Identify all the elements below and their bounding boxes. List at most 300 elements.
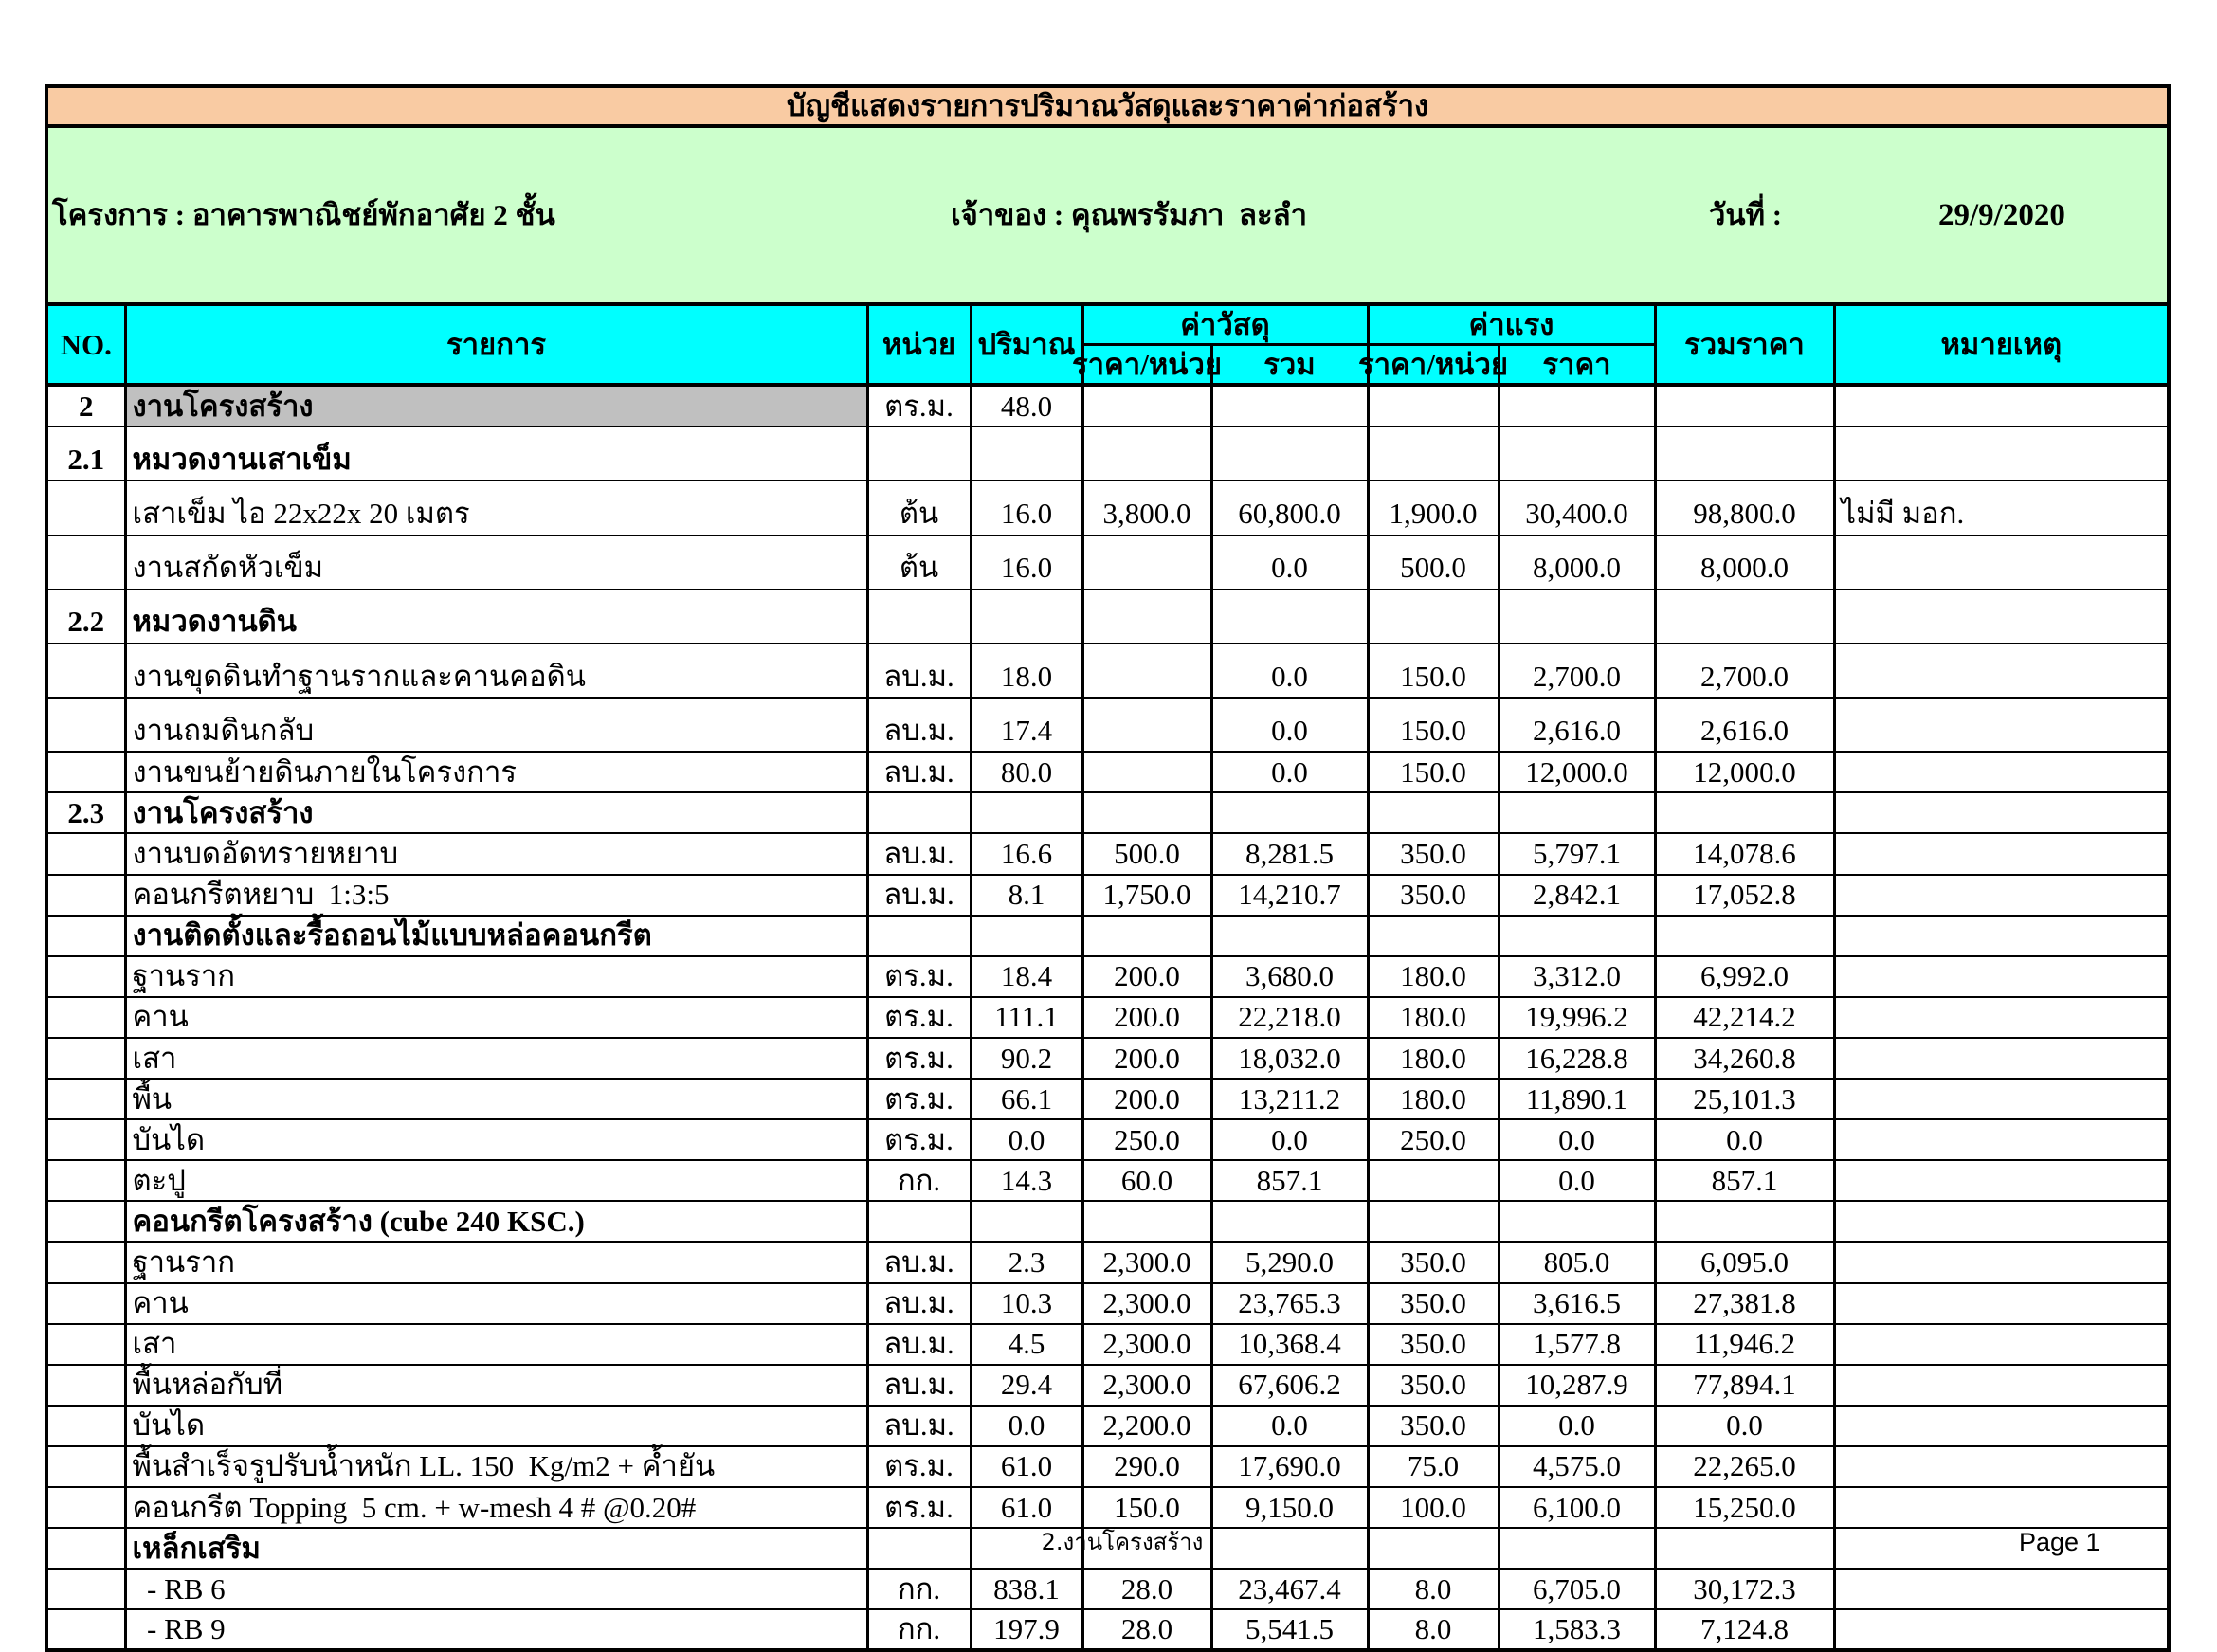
cell-labor-unit-price: 150.0 — [1368, 644, 1499, 698]
cell-total: 34,260.8 — [1655, 1038, 1834, 1079]
cell-material-unit-price — [1082, 1201, 1211, 1242]
cell-labor-price: 6,705.0 — [1499, 1569, 1655, 1609]
cell-material-unit-price: 2,300.0 — [1082, 1365, 1211, 1406]
cell-total — [1655, 792, 1834, 833]
cell-unit: ตร.ม. — [867, 1119, 971, 1160]
section-row — [46, 427, 2169, 481]
cell-labor-price — [1499, 427, 1655, 481]
cell-no — [46, 1406, 125, 1446]
cell-item: คอนกรีตโครงสร้าง (cube 240 KSC.) — [125, 1201, 867, 1242]
cell-unit: ตร.ม. — [867, 956, 971, 997]
cell-material-total: 857.1 — [1211, 1160, 1368, 1201]
cell-labor-unit-price: 180.0 — [1368, 956, 1499, 997]
cell-total: 14,078.6 — [1655, 833, 1834, 874]
cell-no — [46, 536, 125, 590]
header-material-cost — [1082, 304, 1368, 344]
cell-labor-price — [1499, 385, 1655, 427]
cell-material-total: 8,281.5 — [1211, 833, 1368, 874]
cell-labor-unit-price — [1368, 916, 1499, 956]
cell-note — [1834, 385, 2169, 427]
header-row-1 — [46, 304, 2169, 344]
cell-note — [1834, 875, 2169, 916]
cell-note — [1834, 752, 2169, 792]
header-material-cost-label: ค่าวัสดุ — [1180, 307, 1270, 341]
cell-unit: ลบ.ม. — [867, 1242, 971, 1282]
cell-qty: 48.0 — [971, 385, 1082, 427]
cell-unit: ลบ.ม. — [867, 698, 971, 752]
cell-unit: ลบ.ม. — [867, 752, 971, 792]
cell-no: 2 — [46, 385, 125, 427]
cell-item: เสาเข็ม ไอ 22x22x 20 เมตร — [125, 481, 867, 535]
cell-note — [1834, 1528, 2169, 1569]
cell-unit: กก. — [867, 1569, 971, 1609]
header-total-price — [1655, 304, 1834, 385]
cell-material-total — [1211, 1201, 1368, 1242]
cell-material-unit-price: 1,750.0 — [1082, 875, 1211, 916]
cell-note — [1834, 644, 2169, 698]
cell-labor-price: 11,890.1 — [1499, 1079, 1655, 1119]
cell-no — [46, 1365, 125, 1406]
cell-labor-price — [1499, 1201, 1655, 1242]
cell-item: - RB 6 — [125, 1569, 867, 1609]
cell-qty: 0.0 — [971, 1406, 1082, 1446]
table-row — [46, 1324, 2169, 1365]
cell-item: ฐานราก — [125, 956, 867, 997]
cell-labor-price: 3,616.5 — [1499, 1283, 1655, 1324]
cell-no — [46, 1242, 125, 1282]
cell-unit: ต้น — [867, 536, 971, 590]
table-row — [46, 1569, 2169, 1609]
cell-labor-unit-price: 350.0 — [1368, 1283, 1499, 1324]
cell-material-unit-price: 250.0 — [1082, 1119, 1211, 1160]
cell-qty: 80.0 — [971, 752, 1082, 792]
cell-no — [46, 1609, 125, 1650]
sheet-title: บัญชีแสดงรายการปริมาณวัสดุและราคาค่าก่อสร้าง — [46, 86, 2169, 126]
cell-qty: 4.5 — [971, 1324, 1082, 1365]
cell-no — [46, 644, 125, 698]
section-row — [46, 792, 2169, 833]
cell-no — [46, 956, 125, 997]
cell-unit: ต้น — [867, 481, 971, 535]
cell-total: 857.1 — [1655, 1160, 1834, 1201]
cell-labor-price: 4,575.0 — [1499, 1446, 1655, 1487]
cell-material-total: 5,290.0 — [1211, 1242, 1368, 1282]
cell-no — [46, 997, 125, 1038]
header-no-label: NO. — [60, 327, 112, 361]
cell-labor-price: 0.0 — [1499, 1160, 1655, 1201]
cell-total: 17,052.8 — [1655, 875, 1834, 916]
cell-no — [46, 1119, 125, 1160]
cell-material-total: 9,150.0 — [1211, 1487, 1368, 1528]
owner-name: เจ้าของ : คุณพรรัมภา ละลำ — [951, 198, 1307, 232]
cell-no — [46, 1160, 125, 1201]
cell-total — [1655, 590, 1834, 644]
cell-item: บันได — [125, 1406, 867, 1446]
cell-labor-price: 6,100.0 — [1499, 1487, 1655, 1528]
header-remarks-label: หมายเหตุ — [1940, 327, 2063, 361]
cell-unit: ลบ.ม. — [867, 1365, 971, 1406]
cell-labor-unit-price: 150.0 — [1368, 752, 1499, 792]
cell-labor-price: 1,583.3 — [1499, 1609, 1655, 1650]
cell-material-total: 0.0 — [1211, 752, 1368, 792]
cell-qty — [971, 1201, 1082, 1242]
cell-no — [46, 1446, 125, 1487]
table-row — [46, 481, 2169, 535]
cell-item: คาน — [125, 1283, 867, 1324]
table-row — [46, 833, 2169, 874]
header-material-total-label: รวม — [1263, 347, 1316, 381]
cell-note — [1834, 956, 2169, 997]
cell-note — [1834, 1201, 2169, 1242]
cell-material-unit-price — [1082, 916, 1211, 956]
header-material-total — [1211, 345, 1368, 385]
cell-note — [1834, 1242, 2169, 1282]
cell-no — [46, 833, 125, 874]
cell-labor-unit-price — [1368, 385, 1499, 427]
header-labor-unit-price-label: ราคา/หน่วย — [1358, 347, 1509, 381]
cell-labor-unit-price: 100.0 — [1368, 1487, 1499, 1528]
cell-total: 30,172.3 — [1655, 1569, 1834, 1609]
cell-item: คอนกรีต Topping 5 cm. + w-mesh 4 # @0.20# — [125, 1487, 867, 1528]
header-labor-price-label: ราคา — [1542, 347, 1611, 381]
cell-note — [1834, 1487, 2169, 1528]
cell-item: งานขนย้ายดินภายในโครงการ — [125, 752, 867, 792]
cell-unit: ตร.ม. — [867, 1446, 971, 1487]
table-row — [46, 875, 2169, 916]
cell-total: 12,000.0 — [1655, 752, 1834, 792]
cell-labor-price: 10,287.9 — [1499, 1365, 1655, 1406]
cell-labor-price: 805.0 — [1499, 1242, 1655, 1282]
cell-qty: 29.4 — [971, 1365, 1082, 1406]
cell-qty: 838.1 — [971, 1569, 1082, 1609]
cell-item: ฐานราก — [125, 1242, 867, 1282]
date-value: 29/9/2020 — [1938, 198, 2065, 233]
cell-labor-price: 2,616.0 — [1499, 698, 1655, 752]
cell-labor-unit-price: 1,900.0 — [1368, 481, 1499, 535]
cell-labor-price: 2,842.1 — [1499, 875, 1655, 916]
cell-qty: 66.1 — [971, 1079, 1082, 1119]
cell-labor-unit-price — [1368, 792, 1499, 833]
cell-total — [1655, 916, 1834, 956]
footer-sheet-name: 2.งานโครงสร้าง — [1041, 1529, 1204, 1555]
cell-note — [1834, 1446, 2169, 1487]
header-unit — [867, 304, 971, 385]
cell-labor-price: 0.0 — [1499, 1119, 1655, 1160]
cell-labor-unit-price: 8.0 — [1368, 1569, 1499, 1609]
project-info — [46, 126, 2169, 304]
cell-labor-unit-price: 250.0 — [1368, 1119, 1499, 1160]
cell-labor-unit-price: 350.0 — [1368, 1406, 1499, 1446]
header-material-unit-price-label: ราคา/หน่วย — [1072, 347, 1223, 381]
cell-unit: ลบ.ม. — [867, 875, 971, 916]
cell-material-unit-price — [1082, 698, 1211, 752]
cell-unit — [867, 1528, 971, 1569]
cell-material-unit-price: 150.0 — [1082, 1487, 1211, 1528]
cell-labor-price: 3,312.0 — [1499, 956, 1655, 997]
cell-no: 2.2 — [46, 590, 125, 644]
cell-unit: ลบ.ม. — [867, 1406, 971, 1446]
cell-unit — [867, 427, 971, 481]
cell-item: ตะปู — [125, 1160, 867, 1201]
cell-labor-unit-price: 75.0 — [1368, 1446, 1499, 1487]
cell-labor-unit-price: 350.0 — [1368, 1324, 1499, 1365]
cell-unit — [867, 792, 971, 833]
cell-material-unit-price — [1082, 792, 1211, 833]
cell-material-unit-price — [1082, 385, 1211, 427]
cell-unit: กก. — [867, 1160, 971, 1201]
section-row — [46, 916, 2169, 956]
cell-item: งานโครงสร้าง — [125, 792, 867, 833]
cell-material-total — [1211, 427, 1368, 481]
cell-labor-unit-price — [1368, 1528, 1499, 1569]
cell-qty — [971, 792, 1082, 833]
cell-labor-unit-price — [1368, 590, 1499, 644]
cell-total — [1655, 385, 1834, 427]
table-row — [46, 1446, 2169, 1487]
cell-unit — [867, 916, 971, 956]
cell-labor-unit-price: 180.0 — [1368, 1038, 1499, 1079]
table-row — [46, 1283, 2169, 1324]
cell-no — [46, 481, 125, 535]
cell-note — [1834, 536, 2169, 590]
cell-material-total: 13,211.2 — [1211, 1079, 1368, 1119]
cell-material-total: 14,210.7 — [1211, 875, 1368, 916]
cell-material-unit-price: 2,200.0 — [1082, 1406, 1211, 1446]
cell-labor-price: 8,000.0 — [1499, 536, 1655, 590]
cell-material-total: 22,218.0 — [1211, 997, 1368, 1038]
cell-labor-price — [1499, 1528, 1655, 1569]
cell-item: งานติดตั้งและรื้อถอนไม้แบบหล่อคอนกรีต — [125, 916, 867, 956]
header-item-label: รายการ — [445, 327, 547, 361]
cell-labor-unit-price: 350.0 — [1368, 833, 1499, 874]
cell-item: พื้นสำเร็จรูปรับน้ำหนัก LL. 150 Kg/m2 + ค้ำยัน — [125, 1446, 867, 1487]
cell-note — [1834, 1609, 2169, 1650]
cell-item: งานสกัดหัวเข็ม — [125, 536, 867, 590]
cell-material-total: 17,690.0 — [1211, 1446, 1368, 1487]
cell-no: 2.3 — [46, 792, 125, 833]
cell-note — [1834, 1283, 2169, 1324]
cell-total: 6,992.0 — [1655, 956, 1834, 997]
cell-item: คอนกรีตหยาบ 1:3:5 — [125, 875, 867, 916]
cell-labor-unit-price — [1368, 427, 1499, 481]
table-body — [46, 385, 2169, 1650]
cell-total: 77,894.1 — [1655, 1365, 1834, 1406]
table-row — [46, 1038, 2169, 1079]
header-item — [125, 304, 867, 385]
footer-page-number: Page 1 — [2019, 1528, 2100, 1556]
cell-total: 2,700.0 — [1655, 644, 1834, 698]
cell-note — [1834, 1324, 2169, 1365]
cell-qty: 16.0 — [971, 481, 1082, 535]
cell-item: งานโครงสร้าง — [125, 385, 867, 427]
project-name: โครงการ : อาคารพาณิชย์พักอาศัย 2 ชั้น — [52, 198, 555, 232]
cell-unit: กก. — [867, 1609, 971, 1650]
cell-item: พื้น — [125, 1079, 867, 1119]
cell-material-total: 0.0 — [1211, 1119, 1368, 1160]
cell-item: หมวดงานดิน — [125, 590, 867, 644]
cell-labor-unit-price: 350.0 — [1368, 875, 1499, 916]
cell-labor-price — [1499, 792, 1655, 833]
cell-note — [1834, 1365, 2169, 1406]
cell-total: 0.0 — [1655, 1119, 1834, 1160]
cell-material-total — [1211, 385, 1368, 427]
section-row — [46, 590, 2169, 644]
cell-material-total — [1211, 1528, 1368, 1569]
cell-material-unit-price: 28.0 — [1082, 1569, 1211, 1609]
cell-total: 15,250.0 — [1655, 1487, 1834, 1528]
cell-note — [1834, 590, 2169, 644]
cell-qty: 111.1 — [971, 997, 1082, 1038]
cell-total: 42,214.2 — [1655, 997, 1834, 1038]
cell-no — [46, 698, 125, 752]
cell-material-total — [1211, 590, 1368, 644]
header-labor-cost-label: ค่าแรง — [1468, 307, 1554, 341]
cell-no — [46, 752, 125, 792]
cell-qty: 8.1 — [971, 875, 1082, 916]
cell-no — [46, 875, 125, 916]
cell-material-unit-price: 200.0 — [1082, 956, 1211, 997]
header-remarks — [1834, 304, 2169, 385]
cell-total: 0.0 — [1655, 1406, 1834, 1446]
table-row — [46, 1119, 2169, 1160]
cell-labor-price: 16,228.8 — [1499, 1038, 1655, 1079]
cell-material-total: 5,541.5 — [1211, 1609, 1368, 1650]
cell-total: 22,265.0 — [1655, 1446, 1834, 1487]
cell-total: 11,946.2 — [1655, 1324, 1834, 1365]
header-unit-label: หน่วย — [881, 327, 956, 361]
header-labor-price — [1499, 345, 1655, 385]
cell-total — [1655, 1201, 1834, 1242]
cell-item: เสา — [125, 1324, 867, 1365]
cell-unit: ตร.ม. — [867, 997, 971, 1038]
cell-labor-price: 5,797.1 — [1499, 833, 1655, 874]
cell-material-unit-price — [1082, 536, 1211, 590]
cell-no — [46, 1487, 125, 1528]
table-row — [46, 536, 2169, 590]
table-row — [46, 698, 2169, 752]
cell-qty: 16.6 — [971, 833, 1082, 874]
title-row — [46, 86, 2169, 126]
cell-material-total — [1211, 792, 1368, 833]
cell-material-unit-price: 60.0 — [1082, 1160, 1211, 1201]
cell-qty: 90.2 — [971, 1038, 1082, 1079]
cell-material-unit-price: 200.0 — [1082, 997, 1211, 1038]
table-row — [46, 956, 2169, 997]
cell-material-unit-price: 2,300.0 — [1082, 1324, 1211, 1365]
cell-labor-price: 12,000.0 — [1499, 752, 1655, 792]
cell-note — [1834, 698, 2169, 752]
cell-note — [1834, 1119, 2169, 1160]
cell-labor-unit-price: 8.0 — [1368, 1609, 1499, 1650]
cell-material-total: 0.0 — [1211, 698, 1368, 752]
cell-material-unit-price: 2,300.0 — [1082, 1283, 1211, 1324]
cell-qty: 61.0 — [971, 1446, 1082, 1487]
section-row — [46, 1201, 2169, 1242]
header-quantity — [971, 304, 1082, 385]
cell-note — [1834, 1569, 2169, 1609]
cell-labor-price: 0.0 — [1499, 1406, 1655, 1446]
cell-no: 2.1 — [46, 427, 125, 481]
cell-material-unit-price: 200.0 — [1082, 1079, 1211, 1119]
cell-no — [46, 916, 125, 956]
boq-table — [45, 84, 2171, 1652]
cell-unit — [867, 590, 971, 644]
header-quantity-label: ปริมาณ — [977, 327, 1076, 361]
cell-total: 25,101.3 — [1655, 1079, 1834, 1119]
cell-material-unit-price — [1082, 752, 1211, 792]
table-row — [46, 1160, 2169, 1201]
table-row — [46, 644, 2169, 698]
cell-qty — [971, 916, 1082, 956]
cell-item: เสา — [125, 1038, 867, 1079]
cell-labor-price: 19,996.2 — [1499, 997, 1655, 1038]
cell-note — [1834, 833, 2169, 874]
cell-item: คาน — [125, 997, 867, 1038]
cell-labor-unit-price — [1368, 1160, 1499, 1201]
cell-material-total: 23,765.3 — [1211, 1283, 1368, 1324]
cell-unit — [867, 1201, 971, 1242]
header-labor-cost — [1368, 304, 1655, 344]
table-row — [46, 1609, 2169, 1650]
cell-labor-unit-price: 350.0 — [1368, 1365, 1499, 1406]
cell-labor-price: 1,577.8 — [1499, 1324, 1655, 1365]
table-row — [46, 1242, 2169, 1282]
cell-material-total: 0.0 — [1211, 644, 1368, 698]
cell-unit: ตร.ม. — [867, 1487, 971, 1528]
cell-qty: 2.3 — [971, 1242, 1082, 1282]
cell-labor-price: 2,700.0 — [1499, 644, 1655, 698]
cell-total: 27,381.8 — [1655, 1283, 1834, 1324]
cell-material-unit-price — [1082, 590, 1211, 644]
table-row — [46, 752, 2169, 792]
cell-material-total: 0.0 — [1211, 1406, 1368, 1446]
cell-item: บันได — [125, 1119, 867, 1160]
header-total-price-label: รวมราคา — [1684, 327, 1805, 361]
cell-material-total — [1211, 916, 1368, 956]
cell-note — [1834, 916, 2169, 956]
cell-unit: ตร.ม. — [867, 1079, 971, 1119]
cell-labor-unit-price: 150.0 — [1368, 698, 1499, 752]
cell-unit: ลบ.ม. — [867, 1283, 971, 1324]
cell-total — [1655, 427, 1834, 481]
cell-note — [1834, 1079, 2169, 1119]
project-info-row — [46, 126, 2169, 304]
cell-note — [1834, 427, 2169, 481]
cell-unit: ลบ.ม. — [867, 644, 971, 698]
cell-note: ไม่มี มอก. — [1834, 481, 2169, 535]
cell-labor-unit-price: 350.0 — [1368, 1242, 1499, 1282]
cell-no — [46, 1201, 125, 1242]
cell-no — [46, 1569, 125, 1609]
cell-qty — [971, 427, 1082, 481]
cell-no — [46, 1528, 125, 1569]
cell-note — [1834, 1406, 2169, 1446]
cell-item: หมวดงานเสาเข็ม — [125, 427, 867, 481]
cell-qty: 14.3 — [971, 1160, 1082, 1201]
cell-total: 2,616.0 — [1655, 698, 1834, 752]
cell-no — [46, 1038, 125, 1079]
cell-item: งานถมดินกลับ — [125, 698, 867, 752]
table-row — [46, 997, 2169, 1038]
cell-material-total: 67,606.2 — [1211, 1365, 1368, 1406]
cell-qty: 16.0 — [971, 536, 1082, 590]
cell-qty: 18.0 — [971, 644, 1082, 698]
cell-no — [46, 1324, 125, 1365]
cell-material-total: 3,680.0 — [1211, 956, 1368, 997]
cell-item: พื้นหล่อกับที่ — [125, 1365, 867, 1406]
cell-labor-price — [1499, 916, 1655, 956]
cell-total: 98,800.0 — [1655, 481, 1834, 535]
